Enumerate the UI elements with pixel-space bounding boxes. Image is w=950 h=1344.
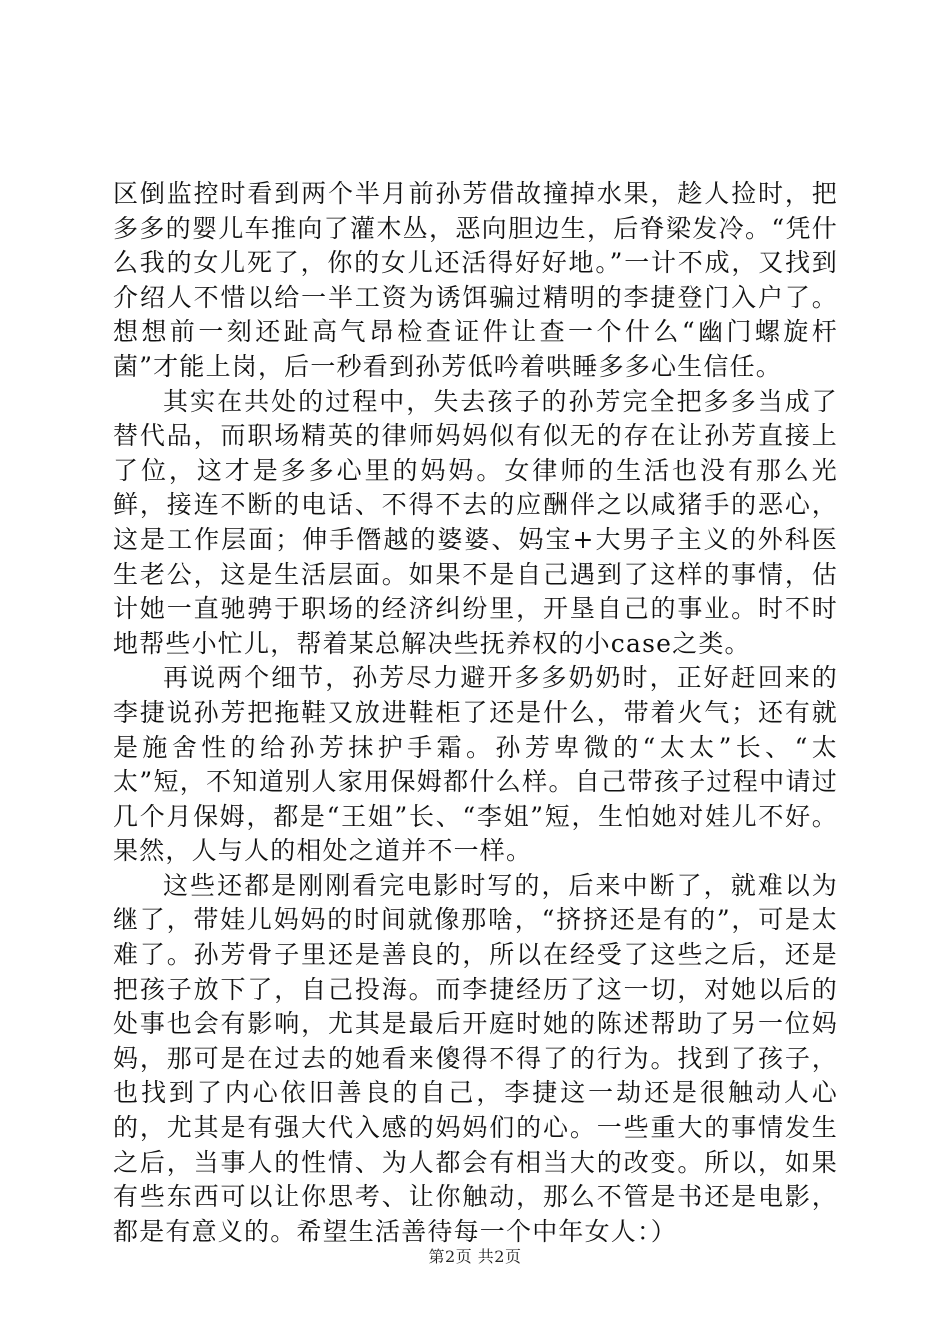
paragraph-3: 再说两个细节，孙芳尽力避开多多奶奶时，正好赶回来的李捷说孙芳把拖鞋又放进鞋柜了还是什么，带着火气；还有就是施舍性的给孙芳抹护手霜。孙芳卑微的“太太”长、“太太”短，不知道别人家用保姆都什么样。自己带孩子过程中请过几个月保姆，都是“王姐”长、“李姐”短，生怕她对娃儿不好。果然，人与人的相处之道并不一样。 [113, 663, 838, 866]
paragraph-4: 这些还都是刚刚看完电影时写的，后来中断了，就难以为继了，带娃儿妈妈的时间就像那啥，“挤挤还是有的”，可是太难了。孙芳骨子里还是善良的，所以在经受了这些之后，还是把孩子放下了，自己投海。而李捷经历了这一切，对她以后的处事也会有影响，尤其是最后开庭时她的陈述帮助了另一位妈妈，那可是在过去的她看来傻得不得了的行为。找到了孩子，也找到了内心依旧善良的自己，李捷这一劫还是很触动人心的，尤其是有强大代入感的妈妈们的心。一些重大的事情发生之后，当事人的性情、为人都会有相当大的改变。所以，如果有些东西可以让你思考、让你触动，那么不管是书还是电影，都是有意义的。希望生活善待每一个中年女人：） [113, 870, 838, 1246]
document-body [113, 177, 838, 1249]
paragraph-2: 其实在共处的过程中，失去孩子的孙芳完全把多多当成了替代品，而职场精英的律师妈妈似有似无的存在让孙芳直接上了位，这才是多多心里的妈妈。女律师的生活也没有那么光鲜，接连不断的电话、不得不去的应酬伴之以咸猪手的恶心，这是工作层面；伸手僭越的婆婆、妈宝+大男子主义的外科医生老公，这是生活层面。如果不是自己遇到了这样的事情，估计她一直驰骋于职场的经济纠纷里，开垦自己的事业。时不时地帮些小忙儿，帮着某总解决些抚养权的小case之类。 [113, 386, 838, 658]
paragraph-1: 区倒监控时看到两个半月前孙芳借故撞掉水果，趁人捡时，把多多的婴儿车推向了灌木丛，恶向胆边生，后脊梁发冷。“凭什么我的女儿死了，你的女儿还活得好好地。”一计不成，又找到介绍人不惜以给一半工资为诱饵骗过精明的李捷登门入户了。想想前一刻还趾高气昂检查证件让查一个什么“幽门螺旋杆菌”才能上岗，后一秒看到孙芳低吟着哄睡多多心生信任。 [113, 179, 838, 381]
page-number-footer: 第2页 共2页 [428, 1247, 522, 1266]
